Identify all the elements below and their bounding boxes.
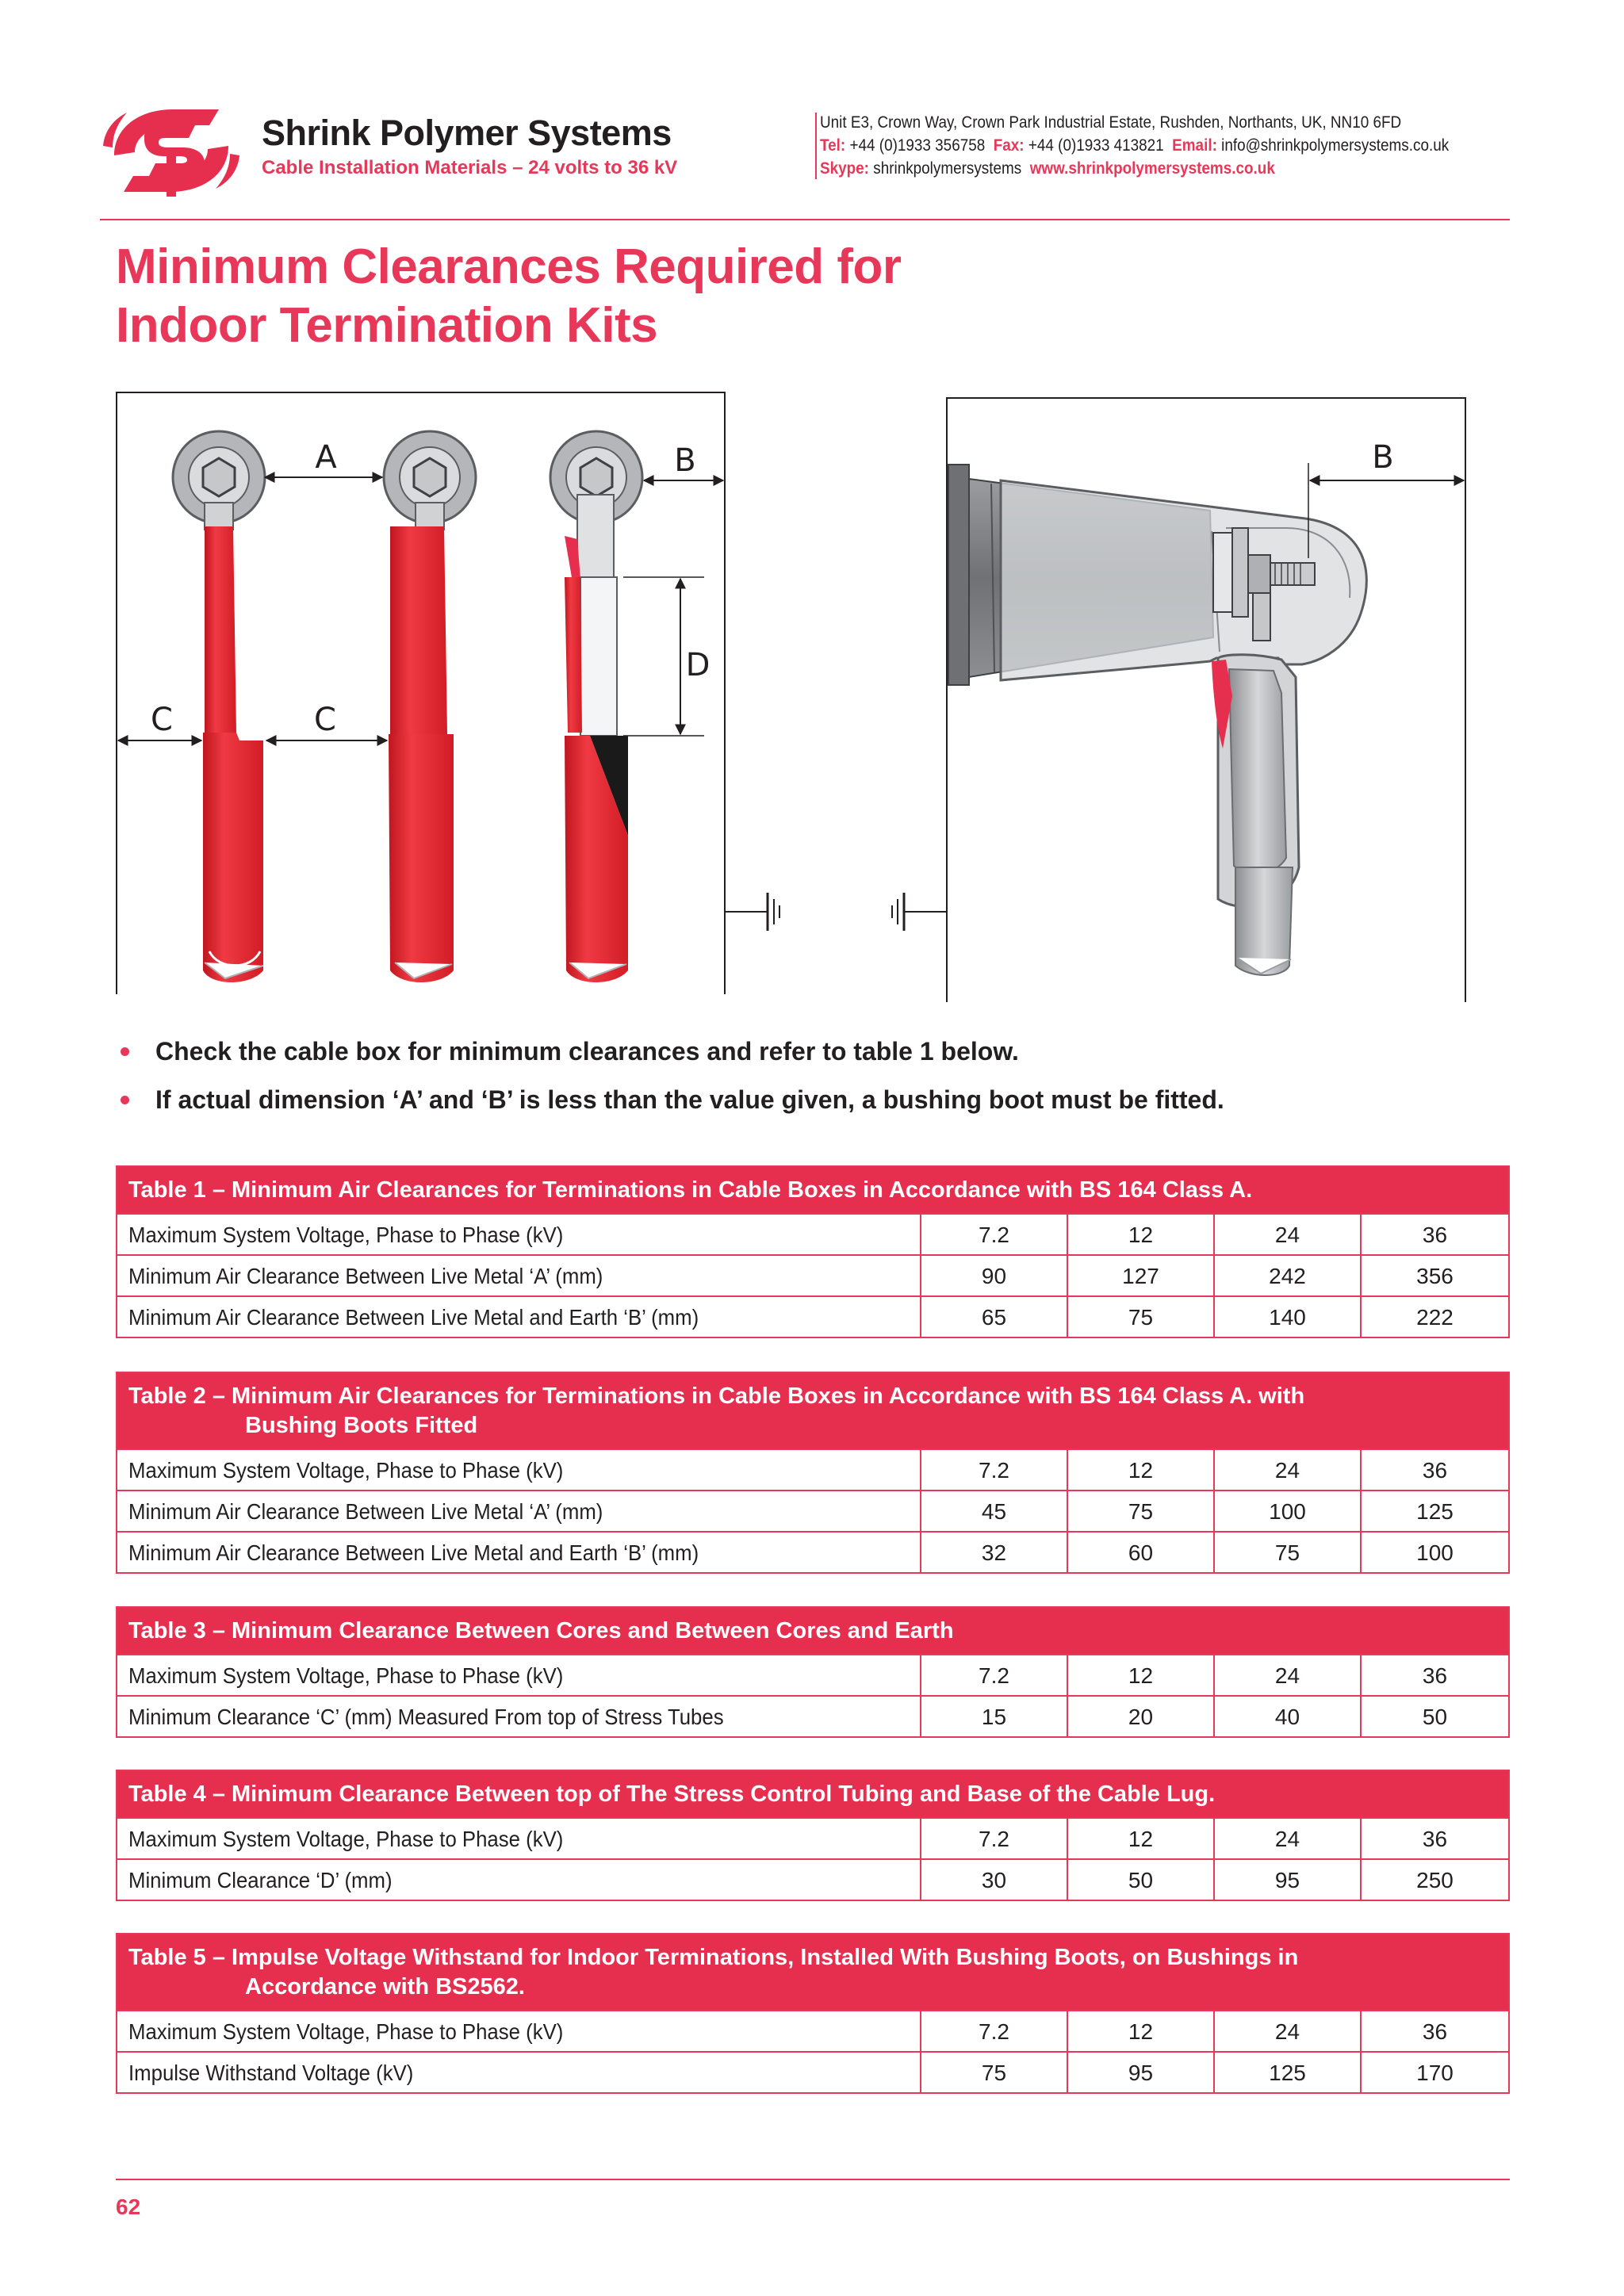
- dimension-c1-label: C: [151, 702, 173, 738]
- table-cell: 100: [1215, 1491, 1362, 1531]
- email-label: Email:: [1172, 136, 1217, 155]
- row-label: Minimum Air Clearance Between Live Metal and Earth ‘B’ (mm): [128, 1305, 699, 1330]
- dimension-c2-label: C: [314, 702, 336, 738]
- table-cell: 75: [1068, 1297, 1215, 1337]
- instruction-item: Check the cable box for minimum clearances and refer to table 1 below.: [116, 1035, 1503, 1067]
- brand-tagline: Cable Installation Materials – 24 volts to 36 kV: [262, 157, 678, 178]
- page-title-line-1: Minimum Clearances Required for: [116, 239, 902, 294]
- page-number: 62: [116, 2195, 141, 2219]
- table-cell: 250: [1416, 1868, 1454, 1892]
- cable-2: [384, 431, 476, 982]
- table-cell: 75: [921, 2053, 1068, 2092]
- table-3-title: [117, 1608, 1508, 1654]
- table-4-title: [117, 1771, 1508, 1817]
- instruction-list: [116, 1035, 1503, 1132]
- table-cell: 222: [1416, 1305, 1454, 1330]
- row-label: Minimum Clearance ‘C’ (mm) Measured From top of Stress Tubes: [128, 1705, 724, 1729]
- table-cell: 20: [1068, 1697, 1215, 1736]
- table-row: [117, 2010, 1508, 2051]
- table-title-continuation: Accordance with BS2562.: [245, 1974, 525, 1999]
- table-cell: 75: [1215, 1533, 1362, 1572]
- table-title-text: Table 2 – Minimum Air Clearances for Terminations in Cable Boxes in Accordance with BS 164 Class A. with: [128, 1383, 1305, 1409]
- table-cell: 140: [1215, 1297, 1362, 1337]
- table-2: [116, 1372, 1510, 1574]
- table-cell: 12: [1068, 1655, 1215, 1695]
- table-5-title: [117, 1934, 1508, 2010]
- table-cell: 90: [921, 1256, 1068, 1295]
- skype-line: [820, 157, 1449, 180]
- table-2-title: [117, 1373, 1508, 1448]
- skype-value: shrinkpolymersystems: [873, 159, 1022, 178]
- phone-line: [820, 134, 1449, 157]
- earth-ground-icon-right: [892, 893, 947, 931]
- contact-block: [820, 111, 1449, 180]
- table-cell: 170: [1416, 2061, 1454, 2085]
- row-label: Maximum System Voltage, Phase to Phase (kV): [128, 1458, 564, 1483]
- table-cell: 242: [1215, 1256, 1362, 1295]
- table-cell: 36: [1422, 1458, 1448, 1483]
- table-cell: 24: [1215, 1450, 1362, 1490]
- table-title-text: Table 3 – Minimum Clearance Between Cores and Between Cores and Earth: [128, 1618, 954, 1644]
- table-cell: 36: [1422, 2019, 1448, 2044]
- table-5: [116, 1933, 1510, 2094]
- table-cell: 7.2: [921, 1655, 1068, 1695]
- email-link[interactable]: info@shrinkpolymersystems.co.uk: [1221, 136, 1450, 155]
- row-label: Maximum System Voltage, Phase to Phase (kV): [128, 1827, 564, 1851]
- table-cell: 127: [1068, 1256, 1215, 1295]
- row-label: Impulse Withstand Voltage (kV): [128, 2061, 414, 2085]
- row-label: Minimum Air Clearance Between Live Metal ‘A’ (mm): [128, 1499, 603, 1524]
- table-1-title: [117, 1167, 1508, 1213]
- table-cell: 40: [1215, 1697, 1362, 1736]
- footer-rule: [116, 2179, 1510, 2180]
- instruction-item: If actual dimension ‘A’ and ‘B’ is less than the value given, a bushing boot must be fitted.: [116, 1084, 1503, 1115]
- table-cell: 24: [1215, 1655, 1362, 1695]
- table-4: [116, 1770, 1510, 1901]
- table-cell: 7.2: [921, 1819, 1068, 1858]
- table-cell: 95: [1215, 1860, 1362, 1900]
- table-cell: 95: [1068, 2053, 1215, 2092]
- earth-ground-icon-left: [725, 893, 779, 931]
- table-cell: 12: [1068, 2011, 1215, 2051]
- table-cell: 24: [1215, 1215, 1362, 1254]
- row-label: Minimum Clearance ‘D’ (mm): [128, 1868, 393, 1892]
- three-phase-box: [117, 392, 779, 994]
- table-1: [116, 1165, 1510, 1338]
- table-row: [117, 1254, 1508, 1295]
- page-header: [100, 94, 1510, 220]
- table-cell: 32: [921, 1533, 1068, 1572]
- boot-cable-leg: [1212, 655, 1299, 975]
- table-cell: 50: [1068, 1860, 1215, 1900]
- table-3: [116, 1606, 1510, 1738]
- table-cell: 75: [1068, 1491, 1215, 1531]
- dimension-a-label: A: [315, 439, 337, 476]
- table-cell: 50: [1422, 1705, 1448, 1729]
- table-row: [117, 1858, 1508, 1900]
- table-cell: 356: [1416, 1264, 1454, 1288]
- website-link[interactable]: www.shrinkpolymersystems.co.uk: [1029, 159, 1275, 178]
- table-cell: 45: [921, 1491, 1068, 1531]
- table-row: [117, 1490, 1508, 1531]
- table-cell: 7.2: [921, 1450, 1068, 1490]
- table-row: [117, 1295, 1508, 1337]
- fax-value: +44 (0)1933 413821: [1028, 136, 1164, 155]
- table-cell: 24: [1215, 2011, 1362, 2051]
- table-row: [117, 2051, 1508, 2092]
- table-cell: 125: [1416, 1499, 1454, 1524]
- sps-logo-icon: [100, 98, 243, 203]
- cable-1: [173, 431, 265, 982]
- table-row: [117, 1531, 1508, 1572]
- table-title-text: Table 5 – Impulse Voltage Withstand for Indoor Terminations, Installed With Bushing Boots, on Bushings in: [128, 1945, 1299, 1970]
- dimension-b-right-label: B: [1372, 439, 1394, 476]
- dimension-d-label: D: [685, 647, 710, 683]
- row-label: Minimum Air Clearance Between Live Metal and Earth ‘B’ (mm): [128, 1540, 699, 1565]
- table-cell: 65: [921, 1297, 1068, 1337]
- table-row: [117, 1817, 1508, 1858]
- table-cell: 100: [1416, 1540, 1454, 1565]
- table-cell: 15: [921, 1697, 1068, 1736]
- page-title-line-2: Indoor Termination Kits: [116, 298, 658, 353]
- dimension-b-left-label: B: [674, 442, 696, 479]
- table-cell: 36: [1422, 1827, 1448, 1851]
- table-cell: 7.2: [921, 2011, 1068, 2051]
- table-cell: 125: [1215, 2053, 1362, 2092]
- table-row: [117, 1695, 1508, 1736]
- row-label: Maximum System Voltage, Phase to Phase (kV): [128, 1223, 564, 1247]
- table-row: [117, 1654, 1508, 1695]
- tel-label: Tel:: [820, 136, 846, 155]
- fax-label: Fax:: [993, 136, 1025, 155]
- table-cell: 12: [1068, 1819, 1215, 1858]
- tel-value: +44 (0)1933 356758: [849, 136, 986, 155]
- table-row: [117, 1448, 1508, 1490]
- table-cell: 36: [1422, 1223, 1448, 1247]
- address: Unit E3, Crown Way, Crown Park Industrial Estate, Rushden, Northants, UK, NN10 6FD: [820, 113, 1402, 132]
- bushing-box: [892, 398, 1465, 1002]
- row-label: Minimum Air Clearance Between Live Metal ‘A’ (mm): [128, 1264, 603, 1288]
- skype-label: Skype:: [820, 159, 869, 178]
- table-title-continuation: Bushing Boots Fitted: [245, 1413, 478, 1438]
- table-cell: 24: [1215, 1819, 1362, 1858]
- table-row: [117, 1213, 1508, 1254]
- row-label: Maximum System Voltage, Phase to Phase (kV): [128, 2019, 564, 2044]
- table-cell: 12: [1068, 1215, 1215, 1254]
- clearance-diagram: [116, 392, 1473, 1005]
- table-cell: 12: [1068, 1450, 1215, 1490]
- table-cell: 60: [1068, 1533, 1215, 1572]
- brand-name: Shrink Polymer Systems: [262, 113, 672, 153]
- table-title-text: Table 1 – Minimum Air Clearances for Terminations in Cable Boxes in Accordance with BS 164 Class A.: [128, 1177, 1253, 1203]
- header-divider: [815, 113, 817, 179]
- row-label: Maximum System Voltage, Phase to Phase (kV): [128, 1663, 564, 1688]
- table-cell: 30: [921, 1860, 1068, 1900]
- page-title: [116, 238, 902, 355]
- cable-3-cutaway: [550, 431, 642, 982]
- table-cell: 36: [1422, 1663, 1448, 1688]
- table-title-text: Table 4 – Minimum Clearance Between top of The Stress Control Tubing and Base of the Cable Lug.: [128, 1781, 1216, 1807]
- table-cell: 7.2: [921, 1215, 1068, 1254]
